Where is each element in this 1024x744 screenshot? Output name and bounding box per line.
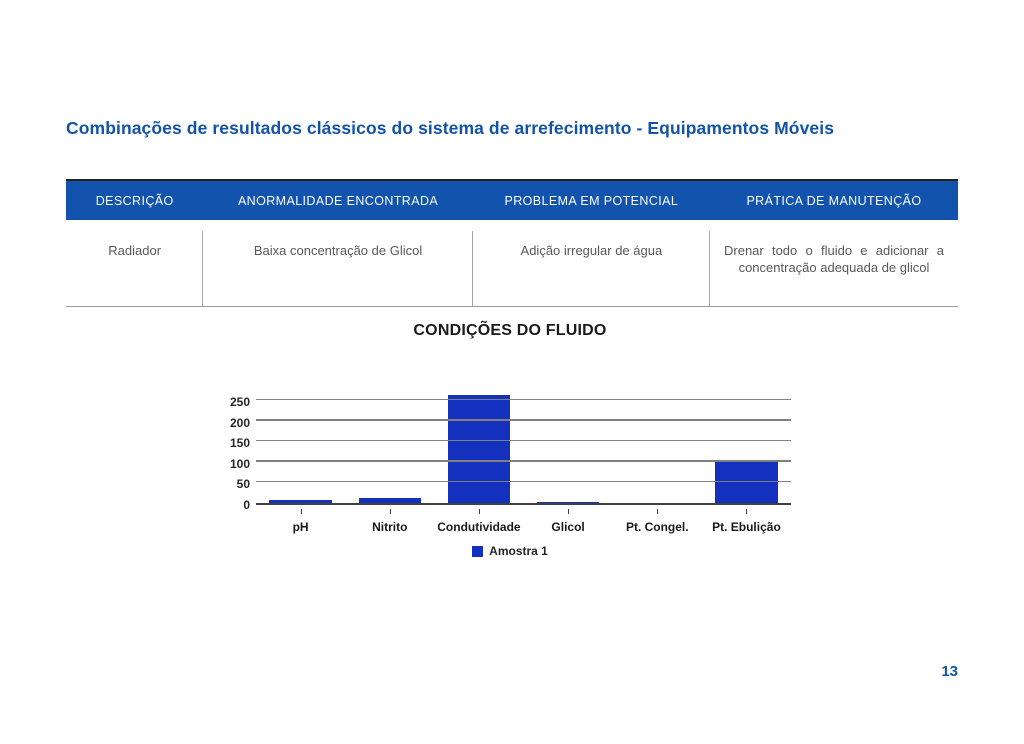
gridline [256,440,791,442]
bar-series [256,390,791,503]
chart-title: CONDIÇÕES DO FLUIDO [413,322,607,339]
gridline [256,399,791,401]
plot-area [256,390,791,505]
x-axis-labels [256,509,791,536]
x-axis-tick [301,509,302,514]
legend-swatch [472,546,483,557]
table-header-row [66,179,958,220]
table-header-pratica: PRÁTICA DE MANUTENÇÃO [746,193,922,208]
fluid-conditions-bar-chart [228,322,792,567]
x-slot [702,509,791,536]
x-axis-tick [568,509,569,514]
x-axis-tick-label: Glicol [551,520,585,534]
legend-label: Amostra 1 [489,544,548,558]
bar-slot [524,390,613,503]
y-axis [228,390,250,512]
x-slot [613,509,702,536]
x-slot [345,509,434,536]
cell-text: Radiador [108,243,162,258]
x-axis-tick [390,509,391,514]
y-axis-tick-label: 200 [229,415,250,430]
x-slot [434,509,523,536]
bar-Glicol [537,502,599,503]
x-axis-tick-label: Nitrito [372,520,408,534]
y-axis-tick-label: 100 [229,456,250,471]
table-cell-pratica [710,220,958,306]
table-header-descricao: DESCRIÇÃO [95,193,174,208]
x-axis-tick-label: Pt. Congel. [625,520,689,534]
bar-Nitrito [359,498,421,503]
bar-slot [256,390,345,503]
bar-slot [702,390,791,503]
y-axis-tick-label: 0 [243,498,250,512]
x-axis-tick [746,509,747,514]
table-cell-problema [473,220,710,306]
page-title: Combinações de resultados clássicos do sistema de arrefecimento - Equipamentos Móveis [66,118,835,138]
y-axis-tick-label: 50 [236,477,250,492]
cell-text: Drenar todo o fluido e adicionar a concentração adequada de glicol [724,243,944,275]
bar-Condutividade [448,395,510,503]
table-header-problema: PROBLEMA EM POTENCIAL [504,193,679,208]
bar-slot [613,390,702,503]
table-row [66,220,958,307]
gridline [256,460,791,462]
x-slot [524,509,613,536]
bar-pH [269,500,331,503]
y-axis-tick-label: 250 [229,395,250,410]
gridline [256,419,791,421]
table-cell-descricao [66,220,203,306]
table-cell-anormalidade [203,220,472,306]
x-slot [256,509,345,536]
cell-text: Adição irregular de água [520,243,663,258]
gridline [256,481,791,483]
x-axis-tick-label: Pt. Ebulição [712,520,781,534]
results-table [66,179,958,307]
bar-Pt. Ebulição [715,462,777,503]
table-header-anormalidade: ANORMALIDADE ENCONTRADA [237,193,439,208]
chart-legend [228,544,792,558]
x-axis-tick-label: Condutividade [437,520,521,534]
x-axis-tick-label: pH [292,520,309,534]
bar-slot [434,390,523,503]
cell-text: Baixa concentração de Glicol [253,243,423,258]
x-axis-tick [479,509,480,514]
page-number: 13 [941,663,958,680]
x-axis-tick [657,509,658,514]
bar-slot [345,390,434,503]
y-axis-tick-label: 150 [229,436,250,451]
